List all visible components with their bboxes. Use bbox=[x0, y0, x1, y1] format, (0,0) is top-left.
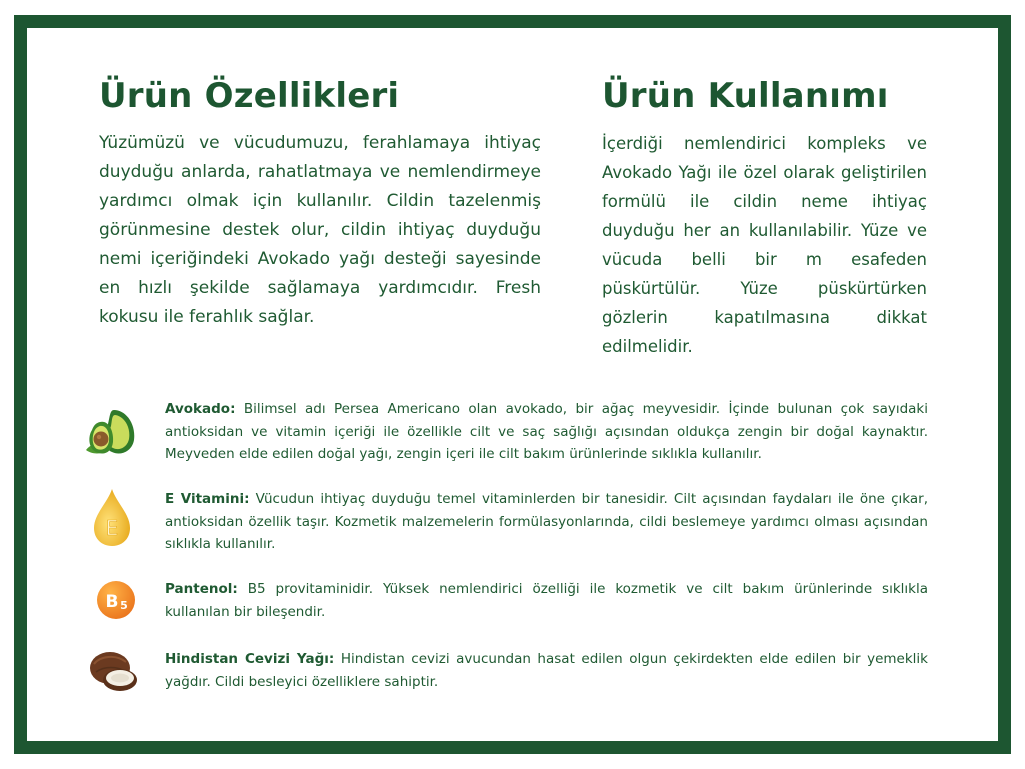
ingredient-coconut-oil-name: Hindistan Cevizi Yağı: bbox=[165, 651, 335, 667]
avocado-icon bbox=[80, 400, 144, 464]
ingredient-avocado-name: Avokado: bbox=[165, 401, 236, 417]
vitamin-e-letter: E bbox=[105, 516, 119, 540]
product-usage-body: İçerdiği nemlendirici kompleks ve Avokado Yağı ile özel olarak geliştirilen formülü ile cildin neme ihtiyaç duyduğu her an kullanılabilir. Yüze ve vücuda belli bir m esafeden püskürtülür. Yüze püskürtürken gözlerin kapatılmasına dikkat edilmelidir. bbox=[602, 134, 927, 356]
coconut-icon bbox=[80, 638, 144, 702]
ingredient-pantenol-name: Pantenol: bbox=[165, 581, 238, 597]
product-usage-heading: Ürün Kullanımı bbox=[602, 76, 889, 116]
ingredient-vitamin-e-name: E Vitamini: bbox=[165, 491, 250, 507]
ingredient-avocado-description: Bilimsel adı Persea Americano olan avokado, bir ağaç meyvesidir. İçinde bulunan çok sayıdaki antioksidan ve vitamin içeriği ile özellikle cilt ve saç sağlığı açısından oldukça zengin bir doğal kaynaktır. Meyveden elde edilen doğal yağı, zengin içeri ile cilt bakım ürünlerinde sıklıkla kullanılır. bbox=[165, 401, 928, 462]
vitamin-e-drop-icon bbox=[80, 486, 144, 550]
ingredient-avocado-text bbox=[165, 398, 928, 466]
ingredient-vitamin-e-text bbox=[165, 488, 928, 556]
ingredient-pantenol-text bbox=[165, 578, 928, 623]
b5-letter: B bbox=[105, 592, 119, 612]
ingredient-coconut-oil-text bbox=[165, 648, 928, 693]
product-features-body: Yüzümüzü ve vücudumuzu, ferahlamaya ihtiyaç duyduğu anlarda, rahatlatmaya ve nemlendirmeye yardımcı olmak için kullanılır. Cildin tazelenmiş görünmesine destek olur, cildin ihtiyaç duyduğu nemi içeriğindeki Avokado yağı desteği sayesinde en hızlı şekilde sağlamaya yardımcıdır. Fresh kokusu ile ferahlık sağlar. bbox=[99, 133, 541, 327]
ingredient-pantenol-description: B5 provitaminidir. Yüksek nemlendirici özelliği ile kozmetik ve cilt bakım ürünlerinde sıklıkla kullanılan bir bileşendir. bbox=[165, 581, 929, 620]
b5-capsule-icon bbox=[80, 566, 144, 630]
ingredient-coconut-oil-description: Hindistan cevizi avucundan hasat edilen olgun çekirdekten elde edilen bir yemeklik yağdır. Cildi besleyici özelliklere sahiptir. bbox=[165, 651, 928, 690]
product-features-heading: Ürün Özellikleri bbox=[99, 76, 400, 116]
b5-subscript: 5 bbox=[120, 599, 128, 612]
product-usage-section bbox=[602, 73, 927, 361]
product-features-section bbox=[99, 73, 541, 332]
ingredient-vitamin-e-description: Vücudun ihtiyaç duyduğu temel vitaminlerden bir tanesidir. Cilt açısından faydaları ile öne çıkar, antioksidan özellik taşır. Kozmetik malzemelerin formülasyonlarında, cildi beslemeye yardımcı olması açısından sıklıkla kullanılır. bbox=[165, 491, 928, 552]
